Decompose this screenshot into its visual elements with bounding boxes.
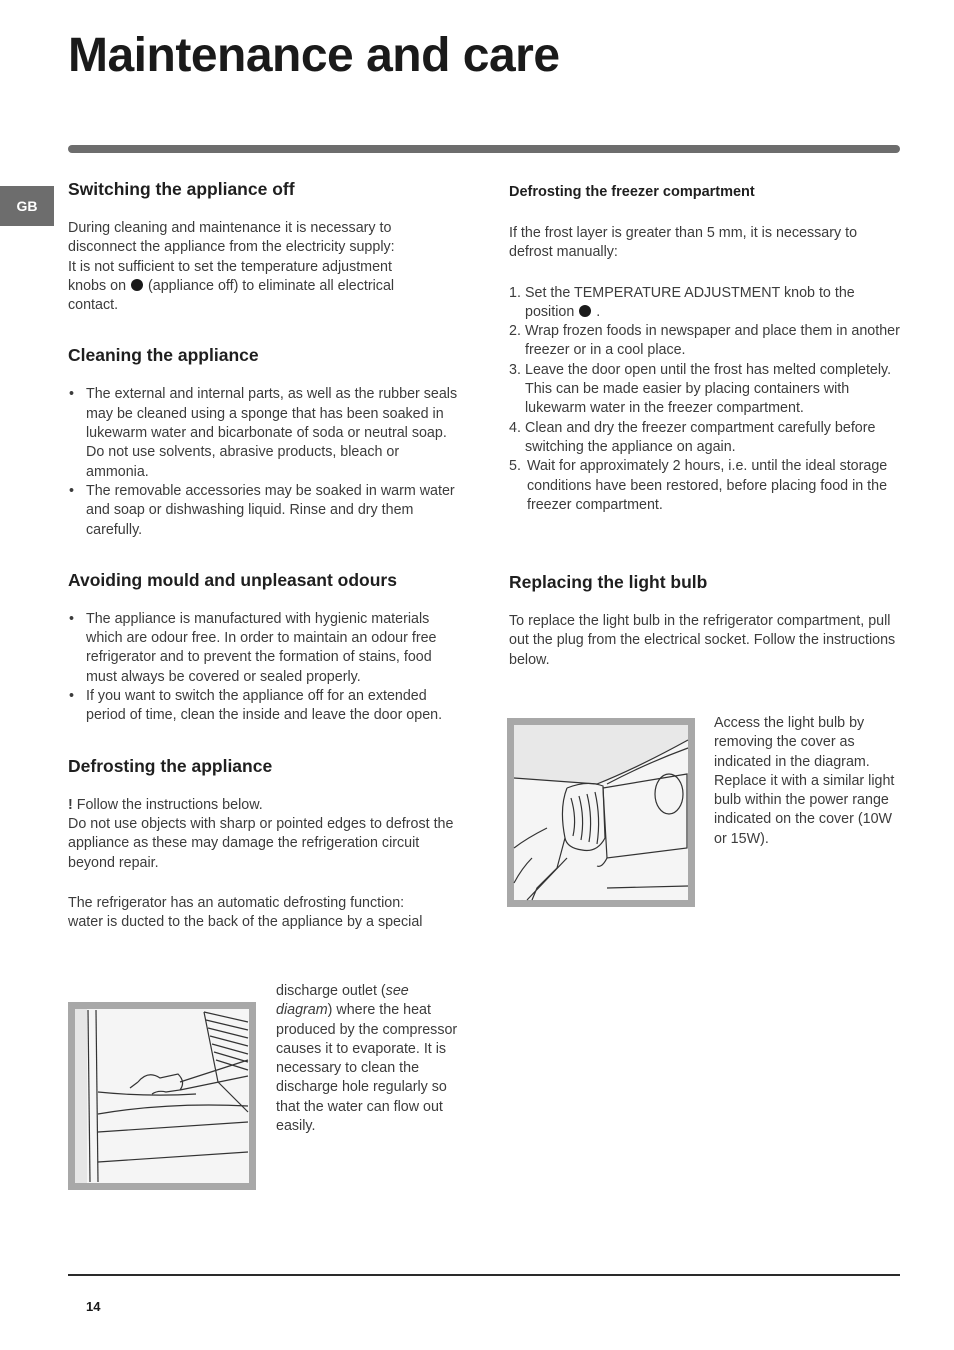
step-number: 4. [509, 419, 521, 436]
section-heading-freezer-defrost: Defrosting the freezer compartment [509, 184, 755, 200]
light-bulb-illustration [507, 718, 695, 907]
list-item [509, 457, 904, 515]
step-text: . [596, 303, 601, 320]
discharge-outlet-diagram [68, 1002, 256, 1190]
text-line: contact. [68, 297, 119, 314]
text-line: water is ducted to the back of the appliance by a special [68, 914, 423, 931]
text-fragment: discharge outlet ( [276, 983, 386, 999]
step-text: Leave the door open until the frost has melted completely. This can be made easier by placing containers with lukewarm water in the freezer compartment. [525, 361, 892, 417]
step-number: 3. [509, 361, 521, 378]
warning-mark: ! [68, 796, 73, 813]
step-text: Clean and dry the freezer compartment carefully before switching the appliance on again. [525, 419, 876, 455]
mould-list [68, 610, 464, 726]
page-title: Maintenance and care [68, 29, 560, 82]
text-line: During cleaning and maintenance it is necessary to [68, 220, 392, 236]
section-heading-defrosting: Defrosting the appliance [68, 755, 273, 776]
step-number: 5. [509, 458, 521, 475]
defrost-warning [68, 796, 464, 815]
cleaning-list [68, 385, 464, 539]
discharge-outlet-illustration [68, 1002, 256, 1190]
page-number: 14 [86, 1299, 101, 1314]
step-text: Wait for approximately 2 hours, i.e. until the ideal storage conditions have been restored, before placing food in the freezer compartment. [527, 458, 888, 513]
step-number: 2. [509, 323, 521, 340]
freezer-intro: If the frost layer is greater than 5 mm, it is necessary to defrost manually: [509, 225, 858, 261]
step-number: 1. [509, 284, 521, 301]
off-symbol-icon [579, 305, 591, 317]
defrost-paragraph: Do not use objects with sharp or pointed edges to defrost the appliance as these may damage the refrigeration circuit beyond repair. [68, 815, 454, 871]
defrost-auto-text [68, 894, 464, 933]
list-item [509, 419, 904, 458]
list-item [509, 322, 904, 361]
list-item [509, 361, 904, 419]
language-tab: GB [0, 186, 54, 226]
bottom-divider [68, 1274, 900, 1276]
text-line: (appliance off) to eliminate all electrical [148, 277, 395, 294]
step-text: Wrap frozen foods in newspaper and place them in another freezer or in a cool place. [525, 323, 900, 359]
text-line: knobs on [68, 277, 127, 294]
warning-text: Follow the instructions below. [76, 796, 263, 813]
section-heading-switching-off: Switching the appliance off [68, 179, 295, 199]
list-item: • The removable accessories may be soaked in warm water and soap or dishwashing liquid. Rinse and dry them carefully. [68, 482, 464, 540]
defrost-wrap-text [276, 982, 464, 1136]
light-bulb-intro: To replace the light bulb in the refrigerator compartment, pull out the plug from the electrical socket. Follow the instructions below. [509, 613, 896, 668]
top-divider [68, 145, 900, 153]
list-item: • The external and internal parts, as well as the rubber seals may be cleaned using a sponge that has been soaked in lukewarm water and bicarbonate of soda or neutral soap. Do not use solvents, abrasive products, bleach or ammonia. [68, 385, 464, 481]
step-text: Set the TEMPERATURE ADJUSTMENT knob to the position [525, 284, 855, 320]
right-column [509, 178, 904, 670]
light-bulb-side-text: Access the light bulb by removing the cover as indicated in the diagram. Replace it with a similar light bulb within the power range indicated on the cover (10W or 15W). [714, 715, 895, 847]
text-fragment: ) where the heat produced by the compressor causes it to evaporate. It is necessary to clean the discharge hole regularly so that the water can flow out easily. [276, 1002, 458, 1135]
light-bulb-diagram [507, 718, 695, 907]
see-diagram-reference: see diagram [276, 983, 409, 1019]
list-item: • The appliance is manufactured with hygienic materials which are odour free. In order to maintain an odour free refrigerator and to prevent the formation of stains, food must always be covered or sealed properly. [68, 610, 464, 687]
left-column [68, 178, 464, 932]
section-heading-light-bulb: Replacing the light bulb [509, 572, 708, 593]
text-line: The refrigerator has an automatic defrosting function: [68, 894, 405, 911]
list-item: • If you want to switch the appliance off for an extended period of time, clean the inside and leave the door open. [68, 687, 464, 726]
section-heading-mould: Avoiding mould and unpleasant odours [68, 569, 397, 590]
switching-off-text [68, 219, 464, 315]
freezer-steps [509, 284, 904, 516]
off-symbol-icon [131, 279, 143, 291]
list-item [509, 284, 904, 323]
text-line: It is not sufficient to set the temperature adjustment [68, 258, 392, 275]
text-line: disconnect the appliance from the electricity supply: [68, 239, 395, 256]
section-heading-cleaning: Cleaning the appliance [68, 345, 259, 366]
